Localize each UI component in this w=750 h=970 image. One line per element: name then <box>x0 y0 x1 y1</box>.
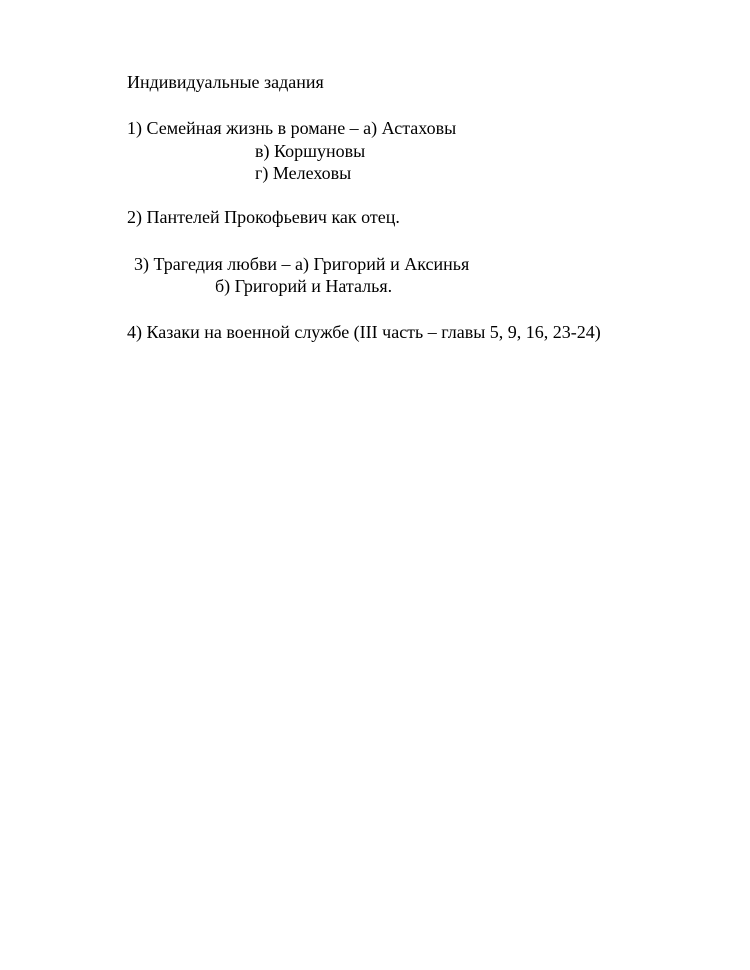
task-3-line-2: б) Григорий и Наталья. <box>215 276 393 296</box>
task-4-line-1: 4) Казаки на военной службе (III часть – главы 5, 9, 16, 23-24) <box>127 322 601 342</box>
task-1-line-1: 1) Семейная жизнь в романе – а) Астаховы <box>127 118 457 138</box>
task-1-line-3: г) Мелеховы <box>255 163 352 183</box>
task-3-line-1: 3) Трагедия любви – а) Григорий и Аксинья <box>134 254 470 274</box>
task-1-line-2: в) Коршуновы <box>255 141 366 161</box>
task-2-line-1: 2) Пантелей Прокофьевич как отец. <box>127 207 400 227</box>
document-title: Индивидуальные задания <box>127 72 324 92</box>
